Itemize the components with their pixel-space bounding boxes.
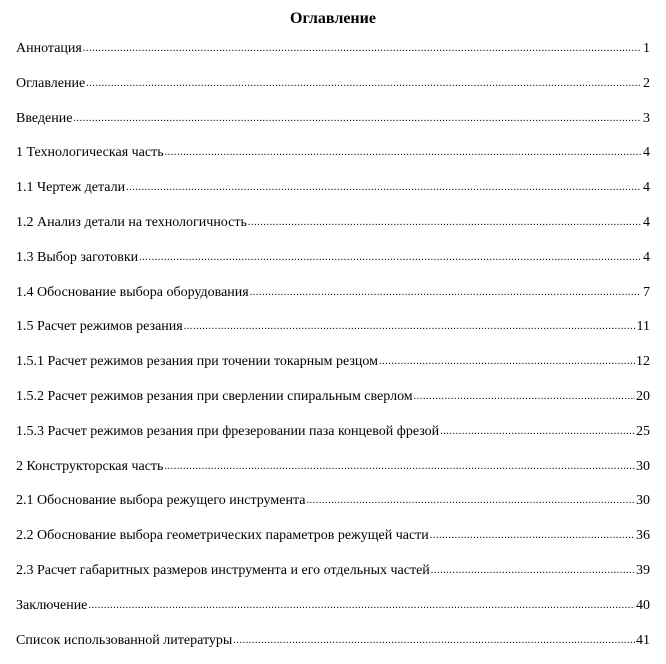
toc-entry bbox=[16, 630, 650, 664]
toc-entry bbox=[16, 316, 650, 351]
toc-entry-label: 1.4 Обоснование выбора оборудования bbox=[16, 284, 249, 300]
toc-dot-leader bbox=[233, 636, 635, 646]
toc-entry-label: 2.1 Обоснование выбора режущего инструмента bbox=[16, 493, 306, 509]
toc-entry-page: 3 bbox=[643, 110, 650, 126]
toc-entry-label: 2.3 Расчет габаритных размеров инструмента и его отдельных частей bbox=[16, 562, 430, 578]
toc-entry-page: 30 bbox=[636, 458, 650, 474]
toc-dot-leader bbox=[431, 566, 635, 576]
toc-entry-page: 4 bbox=[643, 214, 650, 230]
table-of-contents bbox=[16, 38, 650, 664]
toc-dot-leader bbox=[88, 601, 635, 611]
toc-entry bbox=[16, 212, 650, 247]
toc-dot-leader bbox=[86, 79, 641, 89]
toc-dot-leader bbox=[414, 392, 635, 402]
toc-entry bbox=[16, 282, 650, 317]
toc-dot-leader bbox=[379, 357, 635, 367]
toc-entry bbox=[16, 177, 650, 212]
toc-entry-page: 41 bbox=[636, 632, 650, 648]
toc-entry-page: 12 bbox=[636, 354, 650, 370]
toc-entry bbox=[16, 108, 650, 143]
toc-entry-page: 4 bbox=[643, 145, 650, 161]
toc-dot-leader bbox=[83, 44, 641, 54]
toc-entry-label: 1 Технологическая часть bbox=[16, 145, 164, 161]
toc-entry bbox=[16, 525, 650, 560]
toc-entry-page: 30 bbox=[636, 493, 650, 509]
toc-dot-leader bbox=[139, 253, 641, 263]
toc-entry-label: 2 Конструкторская часть bbox=[16, 458, 164, 474]
toc-entry-page: 36 bbox=[636, 528, 650, 544]
toc-entry-label: Заключение bbox=[16, 597, 88, 613]
toc-entry bbox=[16, 386, 650, 421]
toc-entry-label: 1.5 Расчет режимов резания bbox=[16, 319, 183, 335]
page-title: Оглавление bbox=[290, 10, 376, 27]
toc-dot-leader bbox=[306, 496, 635, 506]
toc-dot-leader bbox=[165, 148, 641, 158]
toc-dot-leader bbox=[250, 288, 641, 298]
toc-entry-page: 4 bbox=[643, 180, 650, 196]
toc-entry bbox=[16, 142, 650, 177]
toc-entry bbox=[16, 73, 650, 108]
toc-dot-leader bbox=[73, 114, 641, 124]
toc-entry-page: 7 bbox=[643, 284, 650, 300]
toc-entry-page: 25 bbox=[636, 423, 650, 439]
toc-entry-page: 11 bbox=[636, 319, 650, 335]
toc-entry-label: 1.1 Чертеж детали bbox=[16, 180, 126, 196]
toc-entry-label: 1.5.1 Расчет режимов резания при точении токарным резцом bbox=[16, 354, 378, 370]
toc-entry bbox=[16, 490, 650, 525]
toc-dot-leader bbox=[248, 218, 641, 228]
toc-entry-label: Оглавление bbox=[16, 75, 86, 91]
toc-entry-page: 20 bbox=[636, 388, 650, 404]
toc-entry-label: Аннотация bbox=[16, 41, 82, 56]
toc-dot-leader bbox=[126, 183, 641, 193]
toc-entry-page: 1 bbox=[643, 41, 650, 56]
toc-entry-page: 39 bbox=[636, 562, 650, 578]
toc-entry bbox=[16, 456, 650, 491]
toc-entry bbox=[16, 38, 650, 73]
toc-entry-label: 1.2 Анализ детали на технологичность bbox=[16, 214, 247, 230]
toc-entry bbox=[16, 247, 650, 282]
toc-entry-label: Список использованной литературы bbox=[16, 632, 233, 648]
toc-entry bbox=[16, 595, 650, 630]
toc-dot-leader bbox=[184, 322, 636, 332]
toc-dot-leader bbox=[440, 427, 635, 437]
toc-entry-page: 40 bbox=[636, 597, 650, 613]
toc-entry-label: 1.5.3 Расчет режимов резания при фрезеровании паза концевой фрезой bbox=[16, 423, 440, 439]
toc-entry-page: 4 bbox=[643, 249, 650, 265]
toc-entry-label: 2.2 Обоснование выбора геометрических параметров режущей части bbox=[16, 528, 429, 544]
toc-entry-label: 1.5.2 Расчет режимов резания при сверлении спиральным сверлом bbox=[16, 388, 413, 404]
toc-entry bbox=[16, 351, 650, 386]
toc-entry bbox=[16, 560, 650, 595]
toc-dot-leader bbox=[430, 531, 635, 541]
toc-entry-label: Введение bbox=[16, 110, 73, 126]
toc-dot-leader bbox=[164, 462, 635, 472]
toc-entry-label: 1.3 Выбор заготовки bbox=[16, 249, 139, 265]
toc-entry-page: 2 bbox=[643, 75, 650, 91]
toc-entry bbox=[16, 421, 650, 456]
